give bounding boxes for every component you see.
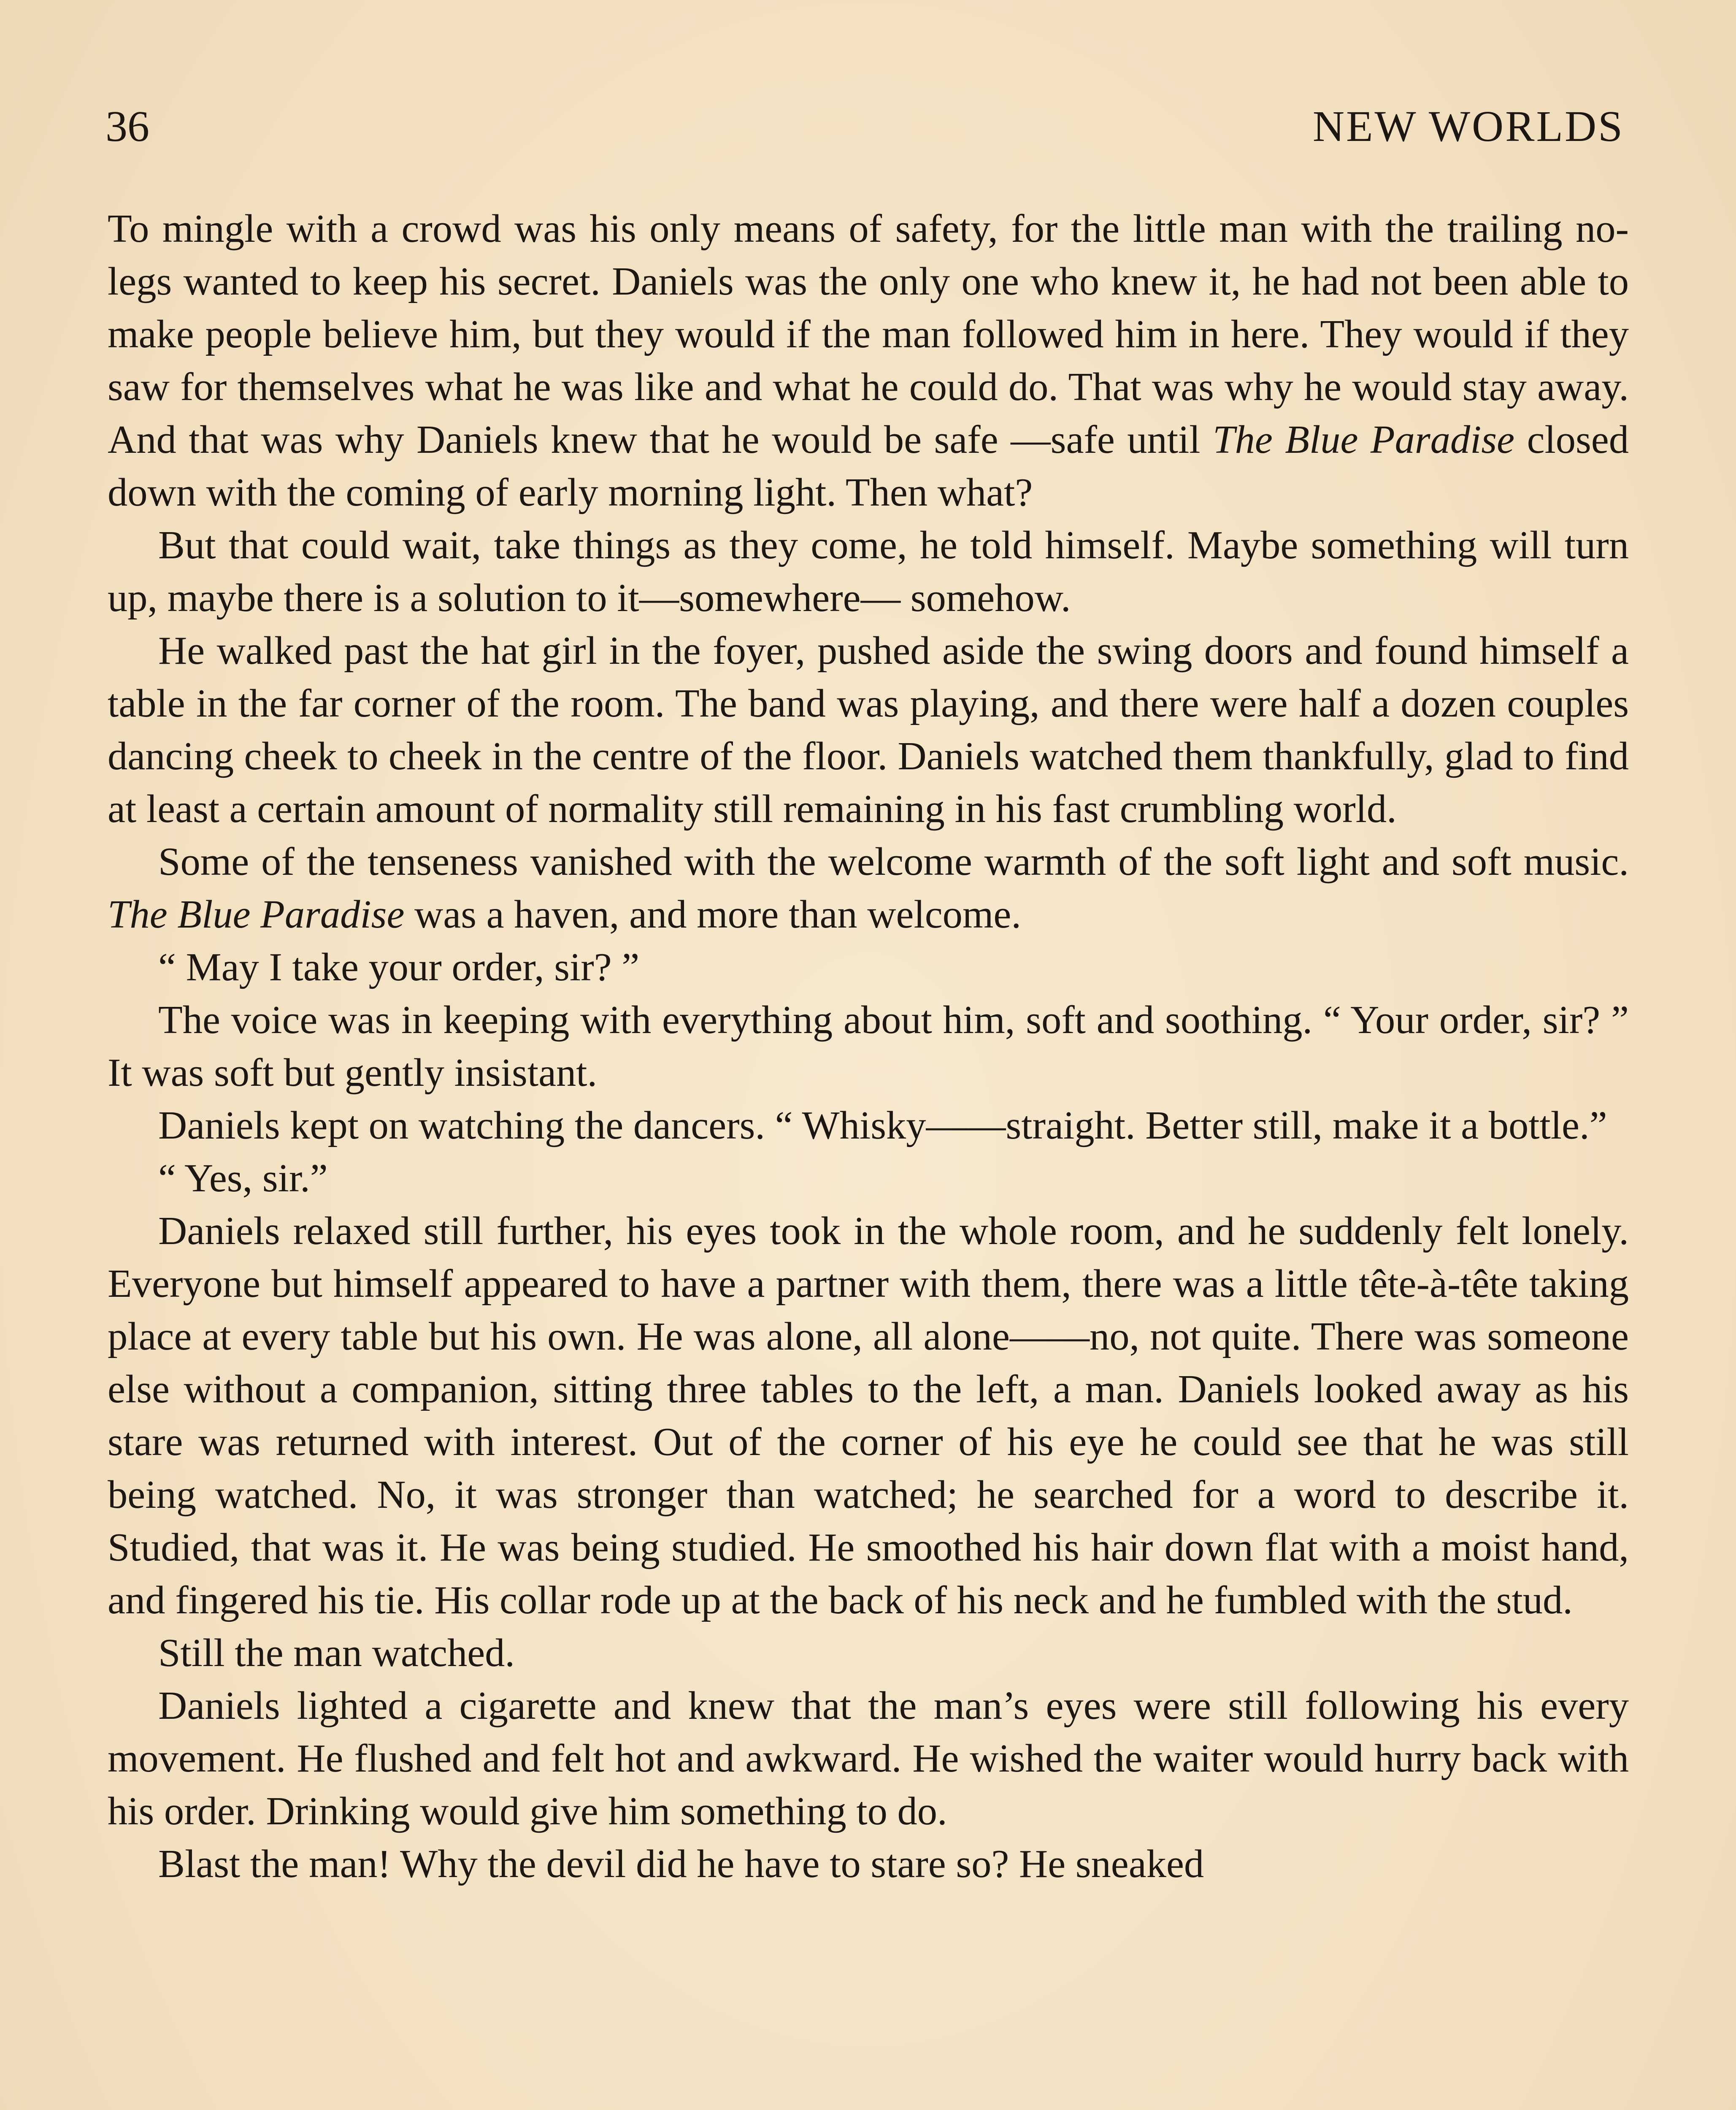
paragraph: Still the man watched. <box>158 1631 515 1675</box>
paragraph: Daniels kept on watching the dancers. “ Whisky——straight. Better still, make it a bottle.” <box>158 1104 1607 1147</box>
paragraph: Daniels relaxed still further, his eyes took in the whole room, and he suddenly felt lonely. Everyone but himself appeared to have a partner with them, there was a little tête-à-tête taking place at every table but his own. He was alone, all alone——no, not quite. There was someone else without a companion, sitting three tables to the left, a man. Daniels looked away as his stare was returned with interest. Out of the corner of his eye he could see that he was still being watched. No, it was stronger than watched; he searched for a word to describe it. Studied, that was it. He was being studied. He smoothed his hair down flat with a moist hand, and fingered his tie. His collar rode up at the back of his neck and he fumbled with the stud. <box>108 1209 1629 1622</box>
paragraph: Blast the man! Why the devil did he have to stare so? He sneaked <box>158 1842 1204 1886</box>
paragraph: Daniels lighted a cigarette and knew that the man’s eyes were still following his every movement. He flushed and felt hot and awkward. He wished the waiter would hurry back with his order. Drinking would give him something to do. <box>108 1684 1629 1833</box>
paragraph: But that could wait, take things as they come, he told himself. Maybe something will turn up, maybe there is a solution to it—somewhere— somehow. <box>108 523 1629 620</box>
page-header <box>105 97 1624 156</box>
paragraph: He walked past the hat girl in the foyer, pushed aside the swing doors and found himself a table in the far corner of the room. The band was playing, and there were half a dozen couples dancing cheek to cheek in the centre of the floor. Daniels watched them thankfully, glad to find at least a certain amount of normality still remaining in his fast crumbling world. <box>108 629 1629 831</box>
dialogue-paragraph: “ May I take your order, sir? ” <box>158 945 640 989</box>
dialogue-paragraph: “ Yes, sir.” <box>158 1156 328 1200</box>
paragraph: The voice was in keeping with everything about him, soft and soothing. “ Your order, sir? ” It was soft but gently insistant. <box>108 998 1629 1095</box>
page-number: 36 <box>105 102 149 151</box>
running-head: NEW WORLDS <box>1312 102 1624 151</box>
body-text <box>108 203 1629 1891</box>
paragraph: Some of the tenseness vanished with the welcome warmth of the soft light and soft music. The Blue Paradise was a haven, and more than welcome. <box>108 840 1629 936</box>
paragraph: To mingle with a crowd was his only means of safety, for the little man with the trailing no-legs wanted to keep his secret. Daniels was the only one who knew it, he had not been able to make people believe him, but they would if the man followed him in here. They would if they saw for themselves what he was like and what he could do. That was why he would stay away. And that was why Daniels knew that he would be safe —safe until The Blue Paradise closed down with the coming of early morning light. Then what? <box>108 207 1629 514</box>
